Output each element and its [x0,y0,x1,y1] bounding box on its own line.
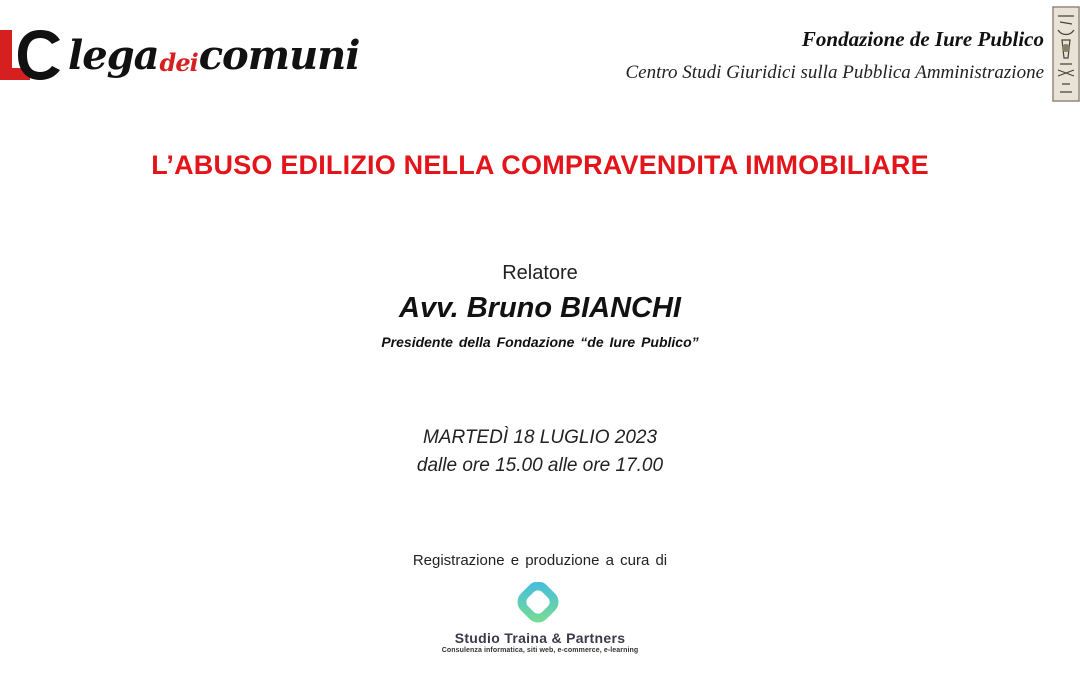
logo-word-comuni: comuni [198,32,360,79]
event-title: L’ABUSO EDILIZIO NELLA COMPRAVENDITA IMMOBILIARE [151,150,929,180]
logo-word-lega: lega [68,32,159,79]
lega-dei-comuni-logo [0,22,360,92]
engraving-emblem-icon [1052,6,1080,102]
speaker-name: Avv. Bruno BIANCHI [399,292,681,324]
fondazione-header [625,24,1044,88]
studio-name: Studio Traina & Partners [454,630,626,646]
event-time: dalle ore 15.00 alle ore 17.00 [416,455,664,476]
studio-tagline: Consulenza informatica, siti web, e-commerce, e-learning [441,647,639,654]
speaker-role: Presidente della Fondazione “de Iure Publico” [381,334,699,350]
studio-traina-logo-icon [514,582,562,626]
lega-dei-comuni-wordmark [68,28,359,91]
production-credit: Registrazione e produzione a cura di [412,552,668,569]
fondazione-subtitle: Centro Studi Giuridici sulla Pubblica Amministrazione [625,62,1044,83]
speaker-label: Relatore [502,262,578,284]
event-date: MARTEDÌ 18 LUGLIO 2023 [422,427,658,448]
logo-word-dei: dei [159,48,198,77]
fondazione-title: Fondazione de Iure Publico [801,27,1044,51]
lega-dei-comuni-logo-icon [0,28,62,84]
